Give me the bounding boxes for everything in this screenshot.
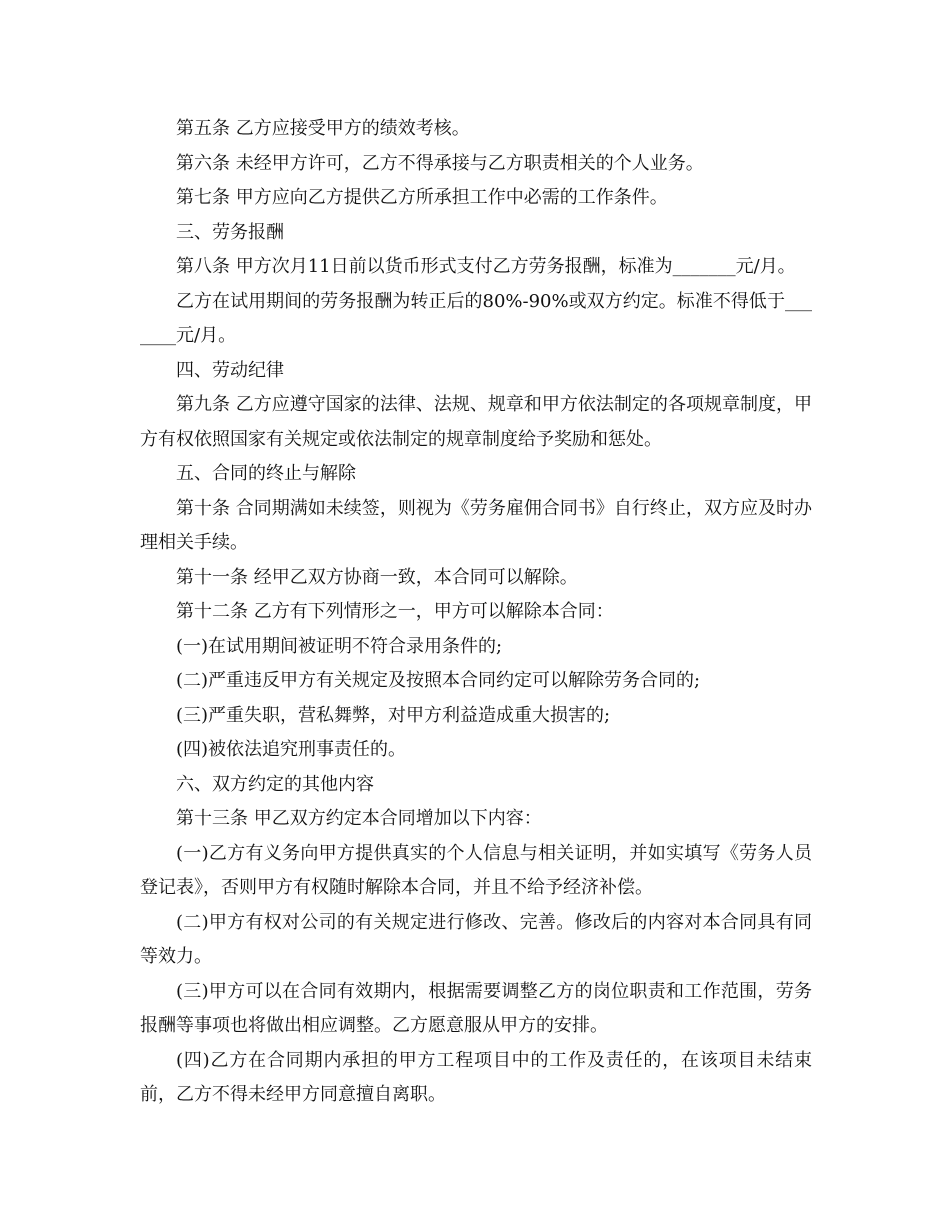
article-5: 第五条 乙方应接受甲方的绩效考核。 — [176, 118, 470, 139]
article-12-item-2: (二)严重违反甲方有关规定及按照本合同约定可以解除劳务合同的; — [176, 670, 701, 691]
article-6: 第六条 未经甲方许可，乙方不得承接与乙方职责相关的个人业务。 — [176, 152, 704, 174]
article-13-item-3: (三)甲方可以在合同有效期内，根据需要调整乙方的岗位职责和工作范围，劳务报酬等事项也将做出相应调整。乙方愿意服从甲方的安排。 — [140, 980, 812, 1036]
article-13-item-2: (二)甲方有权对公司的有关规定进行修改、完善。修改后的内容对本合同具有同等效力。 — [140, 911, 812, 967]
article-11: 第十一条 经甲乙双方协商一致，本合同可以解除。 — [176, 566, 578, 588]
article-13-item-1: (一)乙方有义务向甲方提供真实的个人信息与相关证明，并如实填写《劳务人员登记表》，否则甲方有权随时解除本合同，并且不给予经济补偿。 — [140, 842, 812, 898]
document-body — [140, 112, 812, 1113]
article-7: 第七条 甲方应向乙方提供乙方所承担工作中必需的工作条件。 — [176, 187, 668, 208]
article-13: 第十三条 甲乙双方约定本合同增加以下内容： — [176, 808, 542, 829]
article-10: 第十条 合同期满如未续签，则视为《劳务雇佣合同书》自行终止，双方应及时办理相关手续。 — [140, 497, 812, 553]
probation-remuneration: 乙方在试用期间的劳务报酬为转正后的80%-90%或双方约定。标准不得低于_______元/月。 — [140, 290, 812, 346]
section-heading-remuneration: 三、劳务报酬 — [176, 221, 284, 243]
article-12-item-4: (四)被依法追究刑事责任的。 — [176, 739, 407, 760]
section-heading-discipline: 四、劳动纪律 — [176, 359, 284, 381]
article-13-item-4: (四)乙方在合同期内承担的甲方工程项目中的工作及责任的，在该项目未结束前，乙方不得未经甲方同意擅自离职。 — [140, 1049, 812, 1105]
section-heading-other: 六、双方约定的其他内容 — [176, 773, 374, 795]
article-12-item-1: (一)在试用期间被证明不符合录用条件的; — [176, 635, 503, 657]
article-12: 第十二条 乙方有下列情形之一，甲方可以解除本合同： — [176, 601, 614, 622]
article-12-item-3: (三)严重失职，营私舞弊，对甲方利益造成重大损害的; — [176, 704, 611, 726]
article-8: 第八条 甲方次月11日前以货币形式支付乙方劳务报酬，标准为_______元/月。 — [176, 256, 796, 277]
article-9: 第九条 乙方应遵守国家的法律、法规、规章和甲方依法制定的各项规章制度，甲方有权依照国家有关规定或依法制定的规章制度给予奖励和惩处。 — [140, 394, 812, 450]
section-heading-termination: 五、合同的终止与解除 — [176, 463, 356, 484]
